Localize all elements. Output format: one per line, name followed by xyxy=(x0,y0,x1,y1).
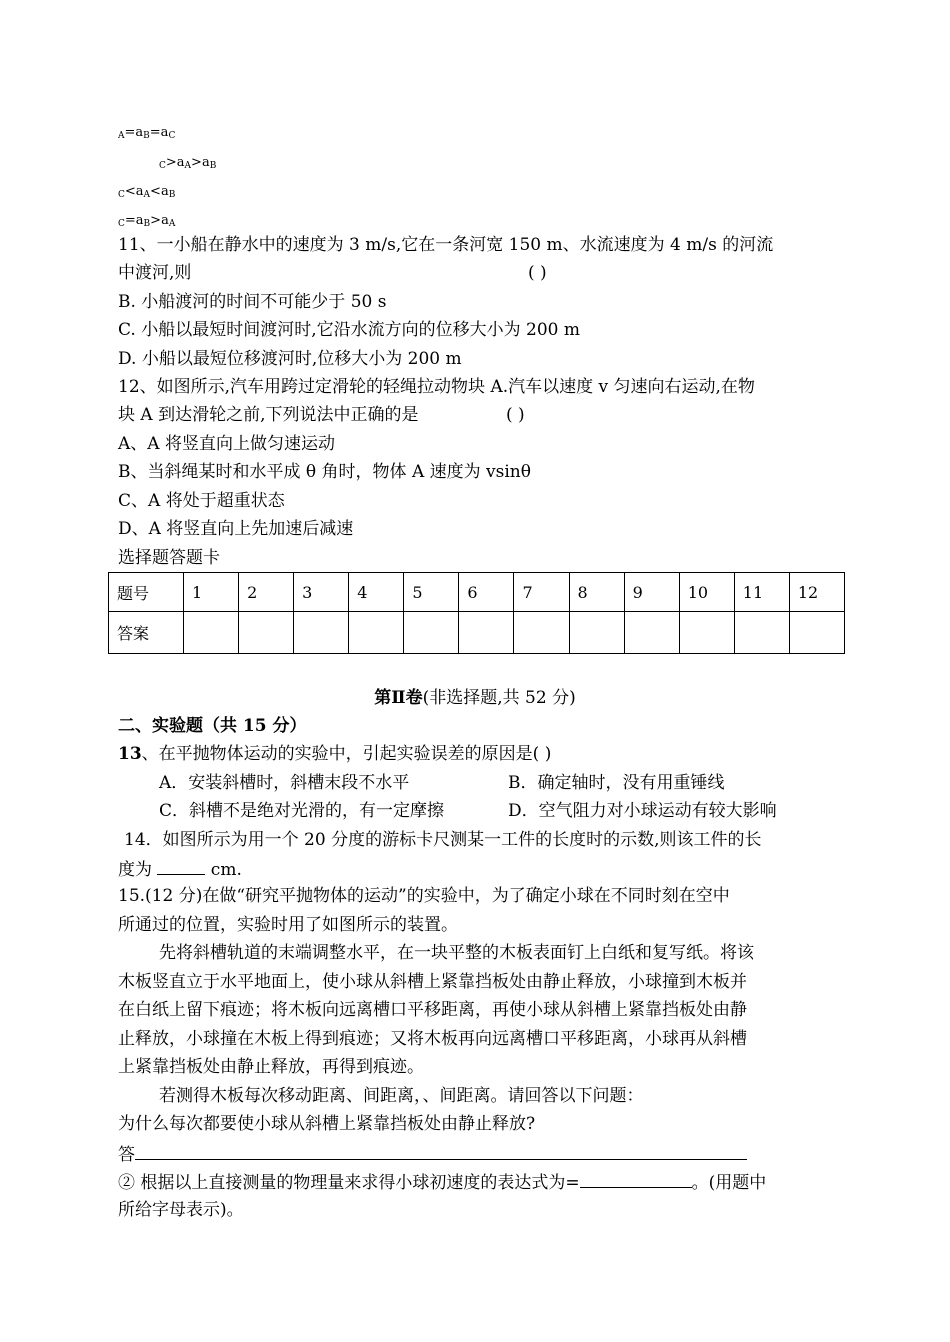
table-head-number: 题号 xyxy=(109,573,184,612)
q12-option-b: B、当斜绳某时和水平成 θ 角时，物体 A 速度为 vsinθ xyxy=(118,462,531,482)
answer-cell[interactable] xyxy=(514,612,569,654)
table-cell-number: 9 xyxy=(624,573,679,612)
table-cell-number: 8 xyxy=(569,573,624,612)
answer-cell[interactable] xyxy=(239,612,294,654)
table-row-answers xyxy=(109,612,845,654)
q13-row1: A．安装斜槽时，斜槽末段不水平 B．确定轴时，没有用重锤线 xyxy=(159,773,725,793)
q15-answer-line: 答 xyxy=(118,1141,838,1167)
q11-bracket: ( ) xyxy=(528,263,547,283)
answer-card-table xyxy=(108,572,845,654)
q11-option-d: D. 小船以最短位移渡河时,位移大小为 200 m xyxy=(118,349,462,369)
q15-para-line2: 木板竖直立于水平地面上，使小球从斜槽上紧靠挡板处由静止释放，小球撞到木板并 xyxy=(118,972,747,992)
table-cell-number: 3 xyxy=(294,573,349,612)
q12-line1: 12、如图所示,汽车用跨过定滑轮的轻绳拉动物块 A.汽车以速度 v 匀速向右运动,在物 xyxy=(118,377,755,397)
table-cell-number: 6 xyxy=(459,573,514,612)
q15-para-line6: 若测得木板每次移动距离、间距离，、间距离。请回答以下问题： xyxy=(159,1086,644,1106)
q13-row2: C．斜槽不是绝对光滑的，有一定摩擦 D．空气阻力对小球运动有较大影响 xyxy=(159,801,777,821)
answer-cell[interactable] xyxy=(349,612,404,654)
q14-blank[interactable] xyxy=(157,856,205,875)
q15-line1: 15.(12 分)在做“研究平抛物体的运动”的实验中，为了确定小球在不同时刻在空中 xyxy=(118,886,730,906)
section-title: 二、实验题（共 15 分） xyxy=(118,716,307,736)
q14-line2: 度为 cm. xyxy=(118,856,838,882)
q15-answer-blank[interactable] xyxy=(135,1141,747,1160)
table-cell-number: 5 xyxy=(404,573,459,612)
q11-option-b: B. 小船渡河的时间不可能少于 50 s xyxy=(118,292,387,312)
q15-para-line4: 止释放，小球撞在木板上得到痕迹；又将木板再向远离槽口平移距离，小球再从斜槽 xyxy=(118,1029,747,1049)
q13-stem: 13、在平抛物体运动的实验中，引起实验误差的原因是( ) xyxy=(118,744,552,764)
table-cell-number: 4 xyxy=(349,573,404,612)
q15-question2-cont: 所给字母表示)。 xyxy=(118,1200,244,1220)
answer-cell[interactable] xyxy=(624,612,679,654)
q12-line2: 块 A 到达滑轮之前,下列说法中正确的是 ( ) xyxy=(118,405,525,425)
q12-option-c: C、A 将处于超重状态 xyxy=(118,491,285,511)
q15-line2: 所通过的位置，实验时用了如图所示的装置。 xyxy=(118,915,458,935)
table-cell-number: 7 xyxy=(514,573,569,612)
q15-para-line5: 上紧靠挡板处由静止释放，再得到痕迹。 xyxy=(118,1057,424,1077)
option-line-3: $_C<a_A<a_B$ xyxy=(118,184,176,200)
answer-cell[interactable] xyxy=(734,612,789,654)
q11-line1: 11、一小船在静水中的速度为 3 m/s,它在一条河宽 150 m、水流速度为 4 m/s 的河流 xyxy=(118,235,774,255)
answer-cell[interactable] xyxy=(569,612,624,654)
q15-para-line1: 先将斜槽轨道的末端调整水平，在一块平整的木板表面钉上白纸和复写纸。将该 xyxy=(159,943,754,963)
option-line-2: $_C>a_A>a_B$ xyxy=(159,155,217,171)
answer-cell[interactable] xyxy=(404,612,459,654)
part2-title: 第Ⅱ卷(非选择题,共 52 分) xyxy=(374,688,576,708)
q15-question1: 为什么每次都要使小球从斜槽上紧靠挡板处由静止释放? xyxy=(118,1114,536,1134)
table-cell-number: 2 xyxy=(239,573,294,612)
table-cell-number: 10 xyxy=(679,573,734,612)
q15-question2: ② 根据以上直接测量的物理量来求得小球初速度的表达式为= 。(用题中 xyxy=(118,1169,838,1195)
table-cell-number: 11 xyxy=(734,573,789,612)
answer-cell[interactable] xyxy=(184,612,239,654)
table-head-answer: 答案 xyxy=(109,612,184,654)
q11-line2: 中渡河,则 ( ) xyxy=(118,263,547,283)
q11-option-c: C. 小船以最短时间渡河时,它沿水流方向的位移大小为 200 m xyxy=(118,320,580,340)
answer-cell[interactable] xyxy=(789,612,844,654)
q12-option-a: A、A 将竖直向上做匀速运动 xyxy=(118,434,335,454)
answer-cell[interactable] xyxy=(679,612,734,654)
q15-formula-blank[interactable] xyxy=(580,1169,692,1188)
answer-card-title: 选择题答题卡 xyxy=(118,548,220,568)
q12-bracket: ( ) xyxy=(506,405,525,425)
option-line-4: $_C=a_B>a_A$ xyxy=(118,213,176,229)
table-row-numbers xyxy=(109,573,845,612)
answer-cell[interactable] xyxy=(294,612,349,654)
table-cell-number: 12 xyxy=(789,573,844,612)
q12-option-d: D、A 将竖直向上先加速后减速 xyxy=(118,519,354,539)
table-cell-number: 1 xyxy=(184,573,239,612)
option-line-1: $_A=a_B=a_C$ xyxy=(118,125,176,141)
q15-para-line3: 在白纸上留下痕迹；将木板向远离槽口平移距离，再使小球从斜槽上紧靠挡板处由静 xyxy=(118,1000,747,1020)
answer-cell[interactable] xyxy=(459,612,514,654)
q14-line1: 14．如图所示为用一个 20 分度的游标卡尺测某一工件的长度时的示数,则该工件的长 xyxy=(124,830,762,850)
